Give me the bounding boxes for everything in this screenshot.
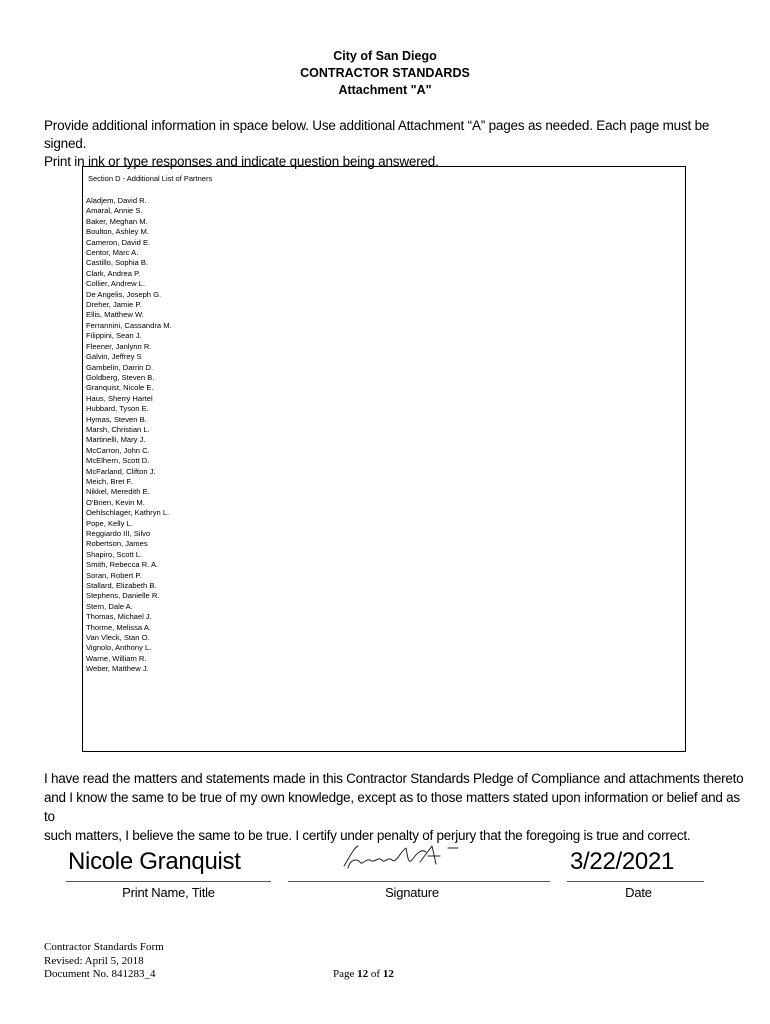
- partner-list-item: Filippini, Sean J.: [86, 331, 142, 341]
- partner-list-item: Castillo, Sophia B.: [86, 258, 149, 268]
- partner-list-item: Baker, Meghan M.: [86, 216, 148, 226]
- partner-list-item: Van Vleck, Stan O.: [86, 633, 150, 643]
- partner-list-item: Collier, Andrew L.: [86, 279, 146, 289]
- partner-list-item: Dreher, Jamie P.: [86, 300, 142, 310]
- partner-list-item: Stephens, Danielle R.: [86, 591, 160, 601]
- partner-list-item: O'Brien, Kevin M.: [86, 497, 145, 507]
- partner-list-item: De Angelis, Joseph G.: [86, 289, 162, 299]
- signature-caption: Signature: [385, 885, 439, 900]
- partner-list-item: McElhern, Scott D.: [86, 456, 150, 466]
- instructions: [44, 117, 744, 171]
- form-footer: [44, 941, 164, 982]
- box-section-title: Section D - Additional List of Partners: [88, 174, 213, 183]
- certification-statement: [44, 769, 744, 845]
- document-number: Document No. 841283_4: [44, 968, 156, 980]
- date-line: [567, 881, 704, 882]
- partner-list-item: McFarland, Clifton J.: [86, 466, 156, 476]
- partner-list-item: Nikkel, Meredith E.: [86, 487, 150, 497]
- printed-name-value: Nicole Granquist: [68, 848, 241, 875]
- partner-list-item: Ferrannini, Cassandra M.: [86, 320, 172, 330]
- partner-list-item: Clark, Andrea P.: [86, 268, 141, 278]
- partner-list-item: Aladjem, David R.: [86, 196, 147, 205]
- partner-list-item: Shapiro, Scott L.: [86, 549, 143, 559]
- signature-line: [288, 881, 550, 882]
- partner-list-item: Haus, Sherry Hartel: [86, 393, 153, 403]
- revised-date: Revised: April 5, 2018: [44, 954, 144, 967]
- name-caption: Print Name, Title: [122, 885, 215, 900]
- partner-list-item: Gambelin, Darrin D.: [86, 362, 154, 372]
- certification-line-3: such matters, I believe the same to be true. I certify under penalty of perjury that the foregoing is true and correct.: [44, 828, 691, 843]
- partner-list-item: Thomas, Michael J.: [86, 612, 152, 622]
- header-title: CONTRACTOR STANDARDS: [300, 66, 470, 80]
- partner-list-item: Martinelli, Mary J.: [86, 435, 146, 445]
- handwritten-signature: [336, 838, 476, 878]
- partner-list-item: Hymas, Steven B.: [86, 414, 147, 424]
- partner-list-item: Fleener, Janlynn R.: [86, 341, 152, 351]
- certification-line-1: I have read the matters and statements made in this Contractor Standards Pledge of Compliance and attachments thereto: [44, 771, 744, 786]
- certification-line-2: and I know the same to be true of my own knowledge, except as to those matters stated upon information or belief and as to: [44, 790, 740, 824]
- partner-list-item: Warne, William R.: [86, 653, 147, 663]
- partner-list-item: Ellis, Matthew W.: [86, 310, 144, 320]
- page-of: of: [370, 968, 381, 980]
- partner-list-item: Centor, Marc A.: [86, 248, 139, 258]
- partner-list-item: Soran, Robert P.: [86, 570, 142, 580]
- document-header: [0, 48, 770, 99]
- page-number: [333, 968, 394, 980]
- instructions-line-1: Provide additional information in space below. Use additional Attachment “A” pages as needed. Each page must be signed.: [44, 118, 710, 151]
- partner-list-item: Stallard, Elizabeth B.: [86, 581, 157, 591]
- partner-list-item: Marsh, Christian L.: [86, 424, 150, 434]
- partner-list-item: Thorme, Melissa A.: [86, 622, 151, 632]
- partner-list-item: Amaral, Annie S.: [86, 206, 143, 216]
- partner-list-item: Weber, Matthew J.: [86, 664, 149, 674]
- page-total: 12: [382, 968, 394, 980]
- partner-list-item: Pope, Kelly L.: [86, 518, 133, 528]
- partner-list-item: Boulton, Ashley M.: [86, 227, 149, 237]
- header-city: City of San Diego: [333, 49, 437, 63]
- date-caption: Date: [625, 885, 652, 900]
- partner-list-item: Cameron, David E.: [86, 237, 151, 247]
- partner-list-item: Galvin, Jeffrey S: [86, 352, 142, 362]
- partner-list-item: Vignolo, Anthony L.: [86, 643, 152, 653]
- partner-list-item: McCarron, John C.: [86, 445, 150, 455]
- form-name: Contractor Standards Form: [44, 941, 164, 953]
- partner-list-item: Granquist, Nicole E.: [86, 383, 154, 393]
- date-value: 3/22/2021: [570, 848, 675, 875]
- name-line: [66, 881, 271, 882]
- partner-list-item: Hubbard, Tyson E.: [86, 404, 149, 414]
- page-current: 12: [357, 968, 369, 980]
- partner-list-item: Smith, Rebecca R. A.: [86, 560, 159, 570]
- instructions-line-2: Print in ink or type responses and indicate question being answered.: [44, 154, 439, 169]
- partner-list-item: Goldberg, Steven B.: [86, 372, 155, 382]
- partner-list-item: Stern, Dale A.: [86, 601, 133, 611]
- header-attachment: Attachment "A": [338, 83, 432, 97]
- additional-info-box: [82, 166, 686, 752]
- partner-list: [86, 196, 172, 675]
- partner-list-item: Oehlschlager, Kathryn L.: [86, 508, 170, 518]
- partner-list-item: Robertson, James: [86, 539, 148, 549]
- page-prefix: Page: [333, 968, 355, 980]
- partner-list-item: Reggiardo III, Silvo: [86, 529, 151, 538]
- partner-list-item: Meich, Bret F.: [86, 476, 133, 486]
